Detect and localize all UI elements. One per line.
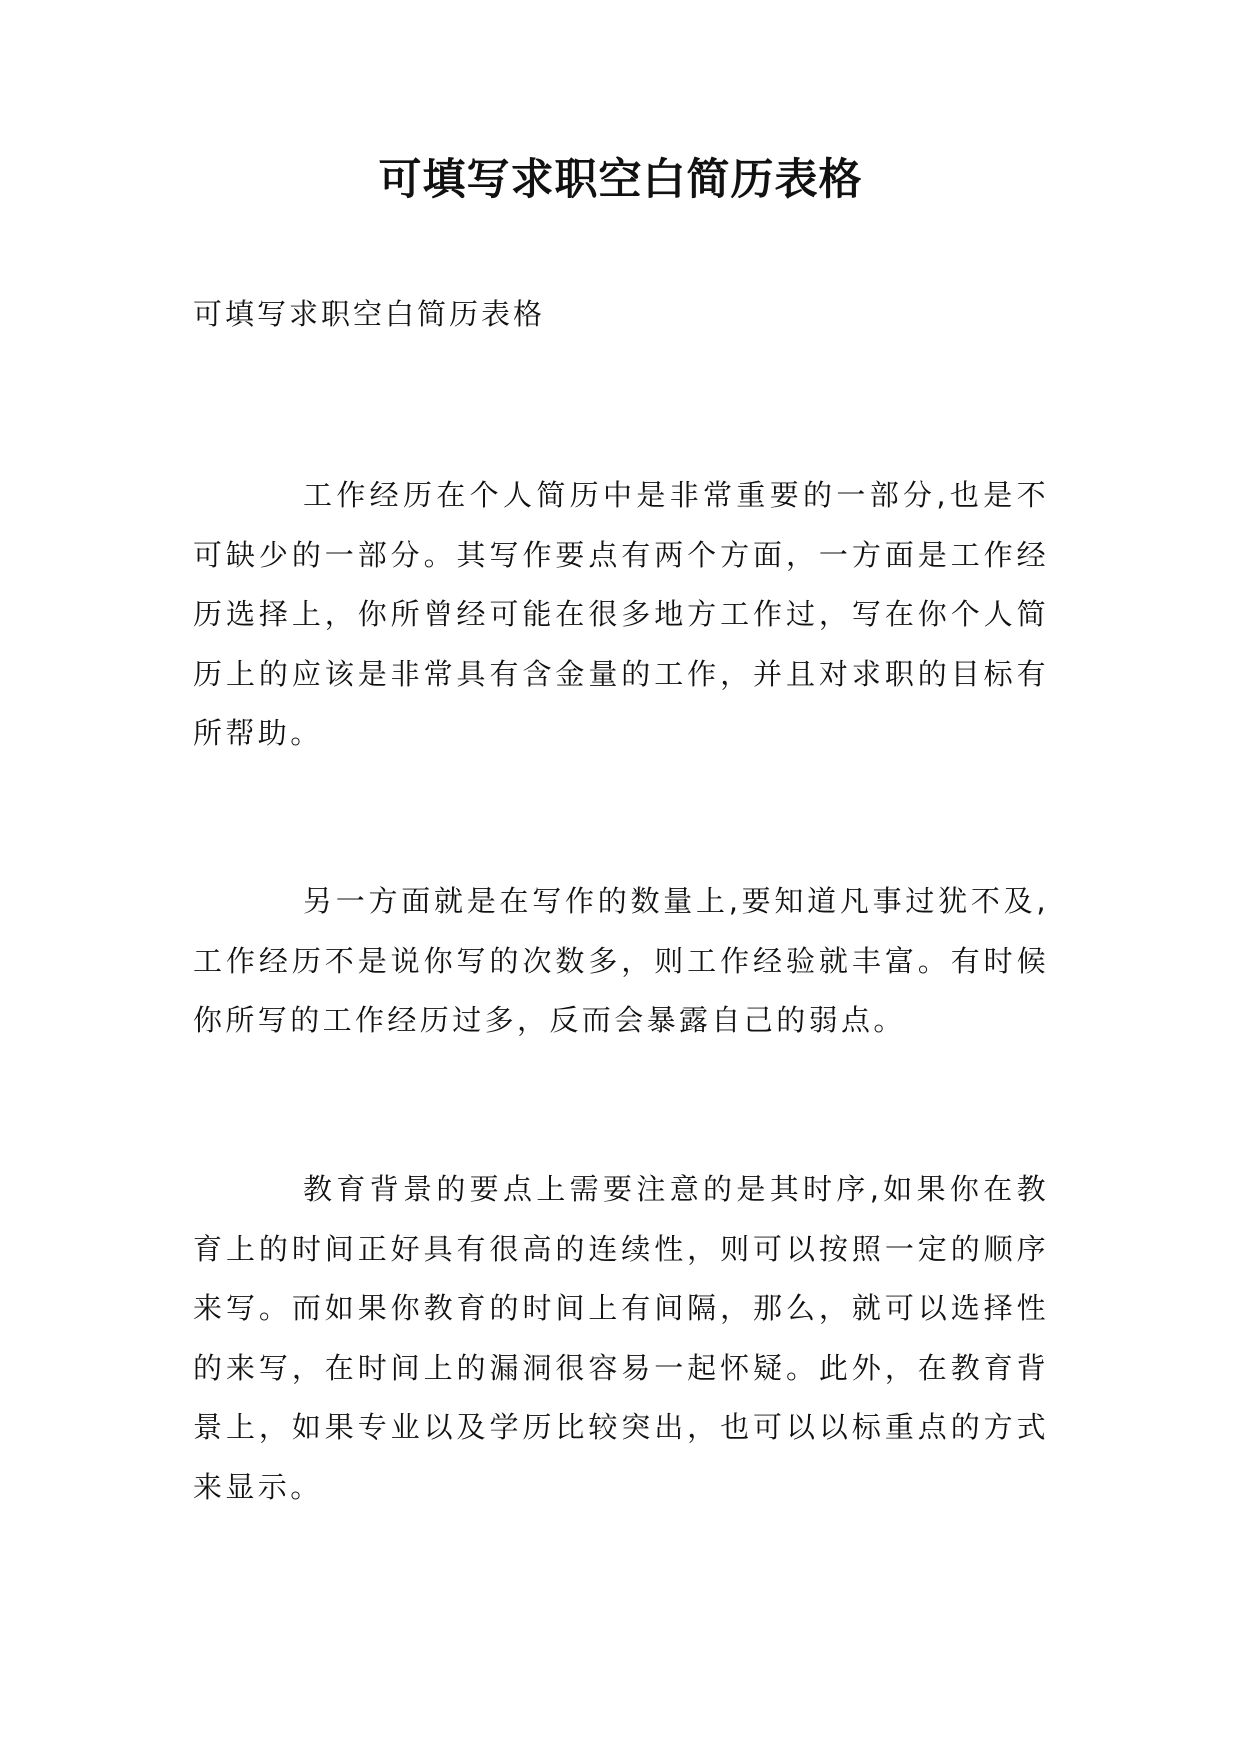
paragraph-work-quantity: 另一方面就是在写作的数量上,要知道凡事过犹不及,工作经历不是说你写的次数多，则工作经验就丰富。有时候你所写的工作经历过多，反而会暴露自己的弱点。 — [193, 884, 1049, 1038]
paragraph-work-experience: 工作经历在个人简历中是非常重要的一部分,也是不可缺少的一部分。其写作要点有两个方面，一方面是工作经历选择上，你所曾经可能在很多地方工作过，写在你个人简历上的应该是非常具有含金量的工作，并且对求职的目标有所帮助。 — [193, 478, 1049, 751]
document-title: 可填写求职空白简历表格 — [378, 155, 863, 205]
paragraph-education-background: 教育背景的要点上需要注意的是其时序,如果你在教育上的时间正好具有很高的连续性，则可以按照一定的顺序来写。而如果你教育的时间上有间隔，那么，就可以选择性的来写，在时间上的漏洞很容易一起怀疑。此外，在教育背景上，如果专业以及学历比较突出，也可以以标重点的方式来显示。 — [193, 1172, 1049, 1504]
document-subtitle: 可填写求职空白简历表格 — [193, 297, 546, 331]
